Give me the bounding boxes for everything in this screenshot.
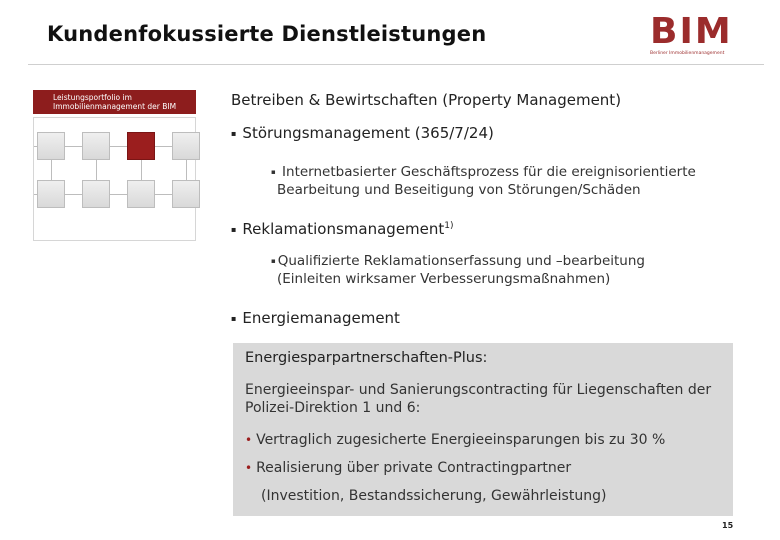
logo-text: BIM [650, 11, 733, 52]
box-text-line: Polizei-Direktion 1 und 6: [245, 400, 421, 416]
square-bullet-icon: ▪ [231, 129, 237, 138]
header-divider [28, 64, 764, 65]
square-bullet-icon: ▪ [271, 257, 276, 265]
portfolio-cell [82, 132, 110, 160]
square-bullet-icon: ▪ [231, 314, 237, 323]
portfolio-cell [82, 180, 110, 208]
portfolio-label-line1: Leistungsportfolio im [53, 93, 132, 102]
box-text-line: Energieeinspar- und Sanierungscontracting für Liegenschaften der [245, 382, 712, 398]
page-number: 15 [722, 521, 734, 530]
connector-line [51, 160, 52, 180]
dot-bullet-icon: • [245, 433, 253, 447]
bim-logo [650, 11, 733, 60]
sub-item-line: Bearbeitung und Beseitigung von Störungen/Schäden [277, 182, 641, 198]
box-note: (Investition, Bestandssicherung, Gewährleistung) [261, 488, 607, 504]
bullet-item-stoerung [231, 124, 494, 142]
bullet-text: Störungsmanagement (365/7/24) [242, 124, 494, 142]
portfolio-cell [172, 180, 200, 208]
portfolio-cell-active [127, 132, 155, 160]
portfolio-cell [37, 180, 65, 208]
dot-bullet-icon: • [245, 461, 253, 475]
box-text [245, 381, 711, 417]
portfolio-cell [172, 132, 200, 160]
footnote-marker: 1) [444, 221, 454, 231]
box-list-text: Vertraglich zugesicherte Energieeinsparungen bis zu 30 % [256, 432, 666, 448]
square-bullet-icon: ▪ [231, 225, 237, 234]
energy-partnership-box [233, 343, 733, 516]
sub-item-line: Qualifizierte Reklamationserfassung und –bearbeitung [277, 253, 645, 269]
portfolio-diagram [33, 117, 196, 241]
sub-item-reklamation [271, 252, 645, 288]
portfolio-cell [127, 180, 155, 208]
sub-item-stoerung [271, 163, 696, 199]
connector-line [186, 160, 187, 180]
bullet-text: Reklamationsmanagement [242, 220, 445, 238]
bullet-item-reklamation [231, 220, 454, 238]
box-list-item [245, 460, 571, 476]
connector-line [141, 160, 142, 180]
bullet-text: Energiemanagement [242, 309, 400, 327]
portfolio-cell [37, 132, 65, 160]
sub-item-line: Internetbasierter Geschäftsprozess für die ereignisorientierte [282, 164, 696, 180]
portfolio-label [33, 90, 196, 114]
connector-line [96, 160, 97, 180]
logo-subtitle: Berliner Immobilienmanagement [650, 51, 725, 56]
page-title: Kundenfokussierte Dienstleistungen [47, 22, 487, 46]
bullet-item-energie [231, 309, 400, 327]
square-bullet-icon: ▪ [271, 168, 276, 176]
box-list-item [245, 432, 665, 448]
sub-item-line: (Einleiten wirksamer Verbesserungsmaßnahmen) [277, 271, 611, 287]
section-heading: Betreiben & Bewirtschaften (Property Management) [231, 91, 622, 109]
box-list-text: Realisierung über private Contractingpartner [256, 460, 572, 476]
box-title: Energiesparpartnerschaften-Plus: [245, 350, 488, 366]
portfolio-label-line2: Immobilienmanagement der BIM [53, 102, 177, 111]
